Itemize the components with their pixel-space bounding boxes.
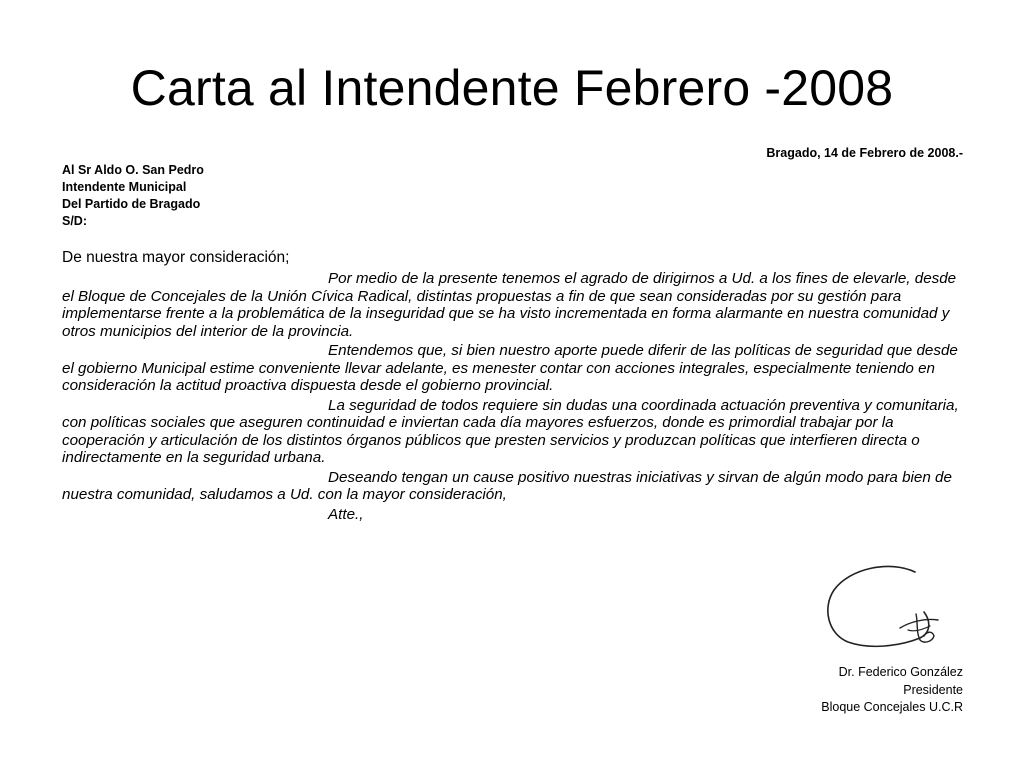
signer-role: Presidente (903, 682, 963, 697)
recipient-title: Intendente Municipal (62, 180, 187, 194)
slide-title: Carta al Intendente Febrero -2008 (130, 60, 894, 116)
recipient-name: Al Sr Aldo O. San Pedro (62, 163, 204, 177)
recipient-district: Del Partido de Bragado (62, 197, 201, 211)
recipient-block (62, 162, 204, 230)
signature-icon (820, 560, 950, 655)
signer-organization: Bloque Concejales U.C.R (821, 700, 963, 714)
signer-block (821, 664, 963, 717)
salutation: De nuestra mayor consideración; (62, 249, 290, 266)
closing: Atte., (328, 505, 364, 523)
paragraph-1: Por medio de la presente tenemos el agrado de dirigirnos a Ud. a los fines de elevarle, desde el Bloque de Concejales de la Unión Cívica Radical, distintas propuestas a fin de que sean consideradas por su gestión para implementarse frente a la problemática de la inseguridad que se ha visto incrementada en forma alarmante en nuestra comunidad y otros municipios del interior de la provincia. (62, 270, 957, 340)
letter-body (62, 270, 962, 525)
paragraph-4: Deseando tengan un cause positivo nuestras iniciativas y sirvan de algún modo para bien de nuestra comunidad, saludamos a Ud. con la mayor consideración, (62, 468, 952, 503)
signer-name: Dr. Federico González (838, 665, 963, 679)
paragraph-2: Entendemos que, si bien nuestro aporte puede diferir de las políticas de seguridad que desde el gobierno Municipal estime conveniente llevar adelante, es menester contar con acciones integrales, especialmente teniendo en consideración la actitud proactiva dispuesta desde el gobierno provincial. (62, 342, 958, 394)
recipient-sd: S/D: (62, 214, 87, 228)
paragraph-3: La seguridad de todos requiere sin dudas una coordinada actuación preventiva y comunitaria, con políticas sociales que aseguren continuidad e inviertan cada día mayores esfuerzos, donde es primordial trabajar por la cooperación y articulación de los distintos órganos públicos que presten servicios y produzcan políticas que interfieren directa o indirectamente en la seguridad urbana. (62, 396, 959, 466)
letter-date: Bragado, 14 de Febrero de 2008.- (766, 146, 963, 160)
